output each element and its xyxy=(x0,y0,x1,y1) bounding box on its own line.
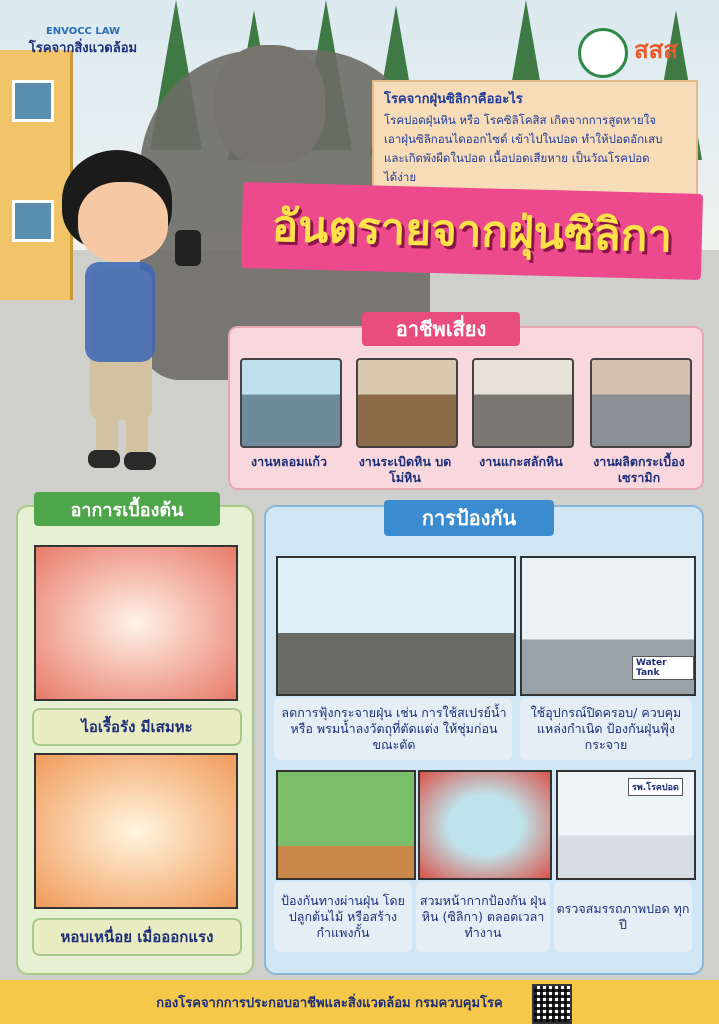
lung-checkup-image xyxy=(556,770,696,880)
prevention-caption: สวมหน้ากากป้องกัน ฝุ่นหิน (ซิลิกา) ตลอดเวลาทำงาน xyxy=(419,893,547,940)
occupation-caption: งานระเบิดหิน บดโม่หิน xyxy=(358,454,452,485)
stone-carving-image xyxy=(472,358,574,448)
glass-melting-image xyxy=(240,358,342,448)
prevention-label: การป้องกัน xyxy=(384,500,554,536)
face-mask-image xyxy=(418,770,552,880)
kid-leg xyxy=(126,400,148,455)
occupation-caption: งานหลอมแก้ว xyxy=(251,454,327,469)
coughing-image xyxy=(34,545,238,701)
thaihealth-logo: สสส xyxy=(634,36,678,64)
kid-shirt xyxy=(85,262,155,362)
page-title: อันตรายจากฝุ่นซิลิกา xyxy=(241,182,703,280)
occupation-caption: งานแกะสลักหิน xyxy=(479,454,563,469)
hospital-sign: รพ.โรคปอด xyxy=(628,778,683,796)
kid-leg xyxy=(96,400,118,455)
building-illustration xyxy=(0,50,73,300)
kid-shoe xyxy=(124,452,156,470)
occupation-label: อาชีพเสี่ยง xyxy=(362,312,520,346)
hammer-icon xyxy=(175,230,201,266)
department-logo xyxy=(578,28,628,78)
statue-head-illustration xyxy=(215,45,325,165)
prevention-caption: ตรวจสมรรถภาพปอด ทุกปี xyxy=(556,901,690,932)
ceramic-tile-image xyxy=(590,358,692,448)
trees-wall-image xyxy=(276,770,416,880)
qr-code-icon[interactable] xyxy=(532,984,572,1024)
envocc-logo: ENVOCC LAW โรคจากสิ่งแวดล้อม xyxy=(28,26,138,56)
symptoms-label: อาการเบื้องต้น xyxy=(34,492,220,526)
kid-face xyxy=(78,182,168,262)
dust-control-equipment-image xyxy=(520,556,696,696)
footer xyxy=(0,980,719,1024)
prevention-caption: ลดการฟุ้งกระจายฝุ่น เช่น การใช้สเปรย์น้ำ หรือ พรมน้ำลงวัตถุที่ตัดแต่ง ให้ชุ่มก่อนขณะตัด xyxy=(281,705,507,752)
footer-text: กองโรคจากการประกอบอาชีพและสิ่งแวดล้อม กรมควบคุมโรค xyxy=(156,995,503,1011)
water-tank-label: Water Tank xyxy=(632,656,694,680)
prevention-caption: ป้องกันทางผ่านฝุ่น โดยปลูกต้นไม้ หรือสร้างกำแพงกั้น xyxy=(281,893,405,940)
occupation-caption: งานผลิตกระเบื้อง เซรามิก xyxy=(593,454,685,485)
water-spray-image xyxy=(276,556,516,696)
breathless-image xyxy=(34,753,238,909)
info-heading: โรคจากฝุ่นซิลิกาคืออะไร xyxy=(384,92,523,107)
info-body: โรคปอดฝุ่นหิน หรือ โรคซิลิโคสิส เกิดจากการสูดหายใจ เอาฝุ่นซิลิกอนไดออกไซด์ เข้าไปในปอด ทำให้ปอดอักเสบ และเกิดพังผืดในปอด เนื้อปอดเสียหาย เป็นวัณโรคปอด ได้ง่าย xyxy=(384,113,663,184)
stone-blasting-image xyxy=(356,358,458,448)
kid-shoe xyxy=(88,450,120,468)
prevention-caption: ใช้อุปกรณ์ปิดครอบ/ ควบคุมแหล่งกำเนิด ป้องกันฝุ่นฟุ้งกระจาย xyxy=(530,705,682,752)
info-box xyxy=(372,80,698,198)
symptom-caption: ไอเรื้อรัง มีเสมหะ xyxy=(32,708,242,746)
symptom-caption: หอบเหนื่อย เมื่อออกแรง xyxy=(32,918,242,956)
